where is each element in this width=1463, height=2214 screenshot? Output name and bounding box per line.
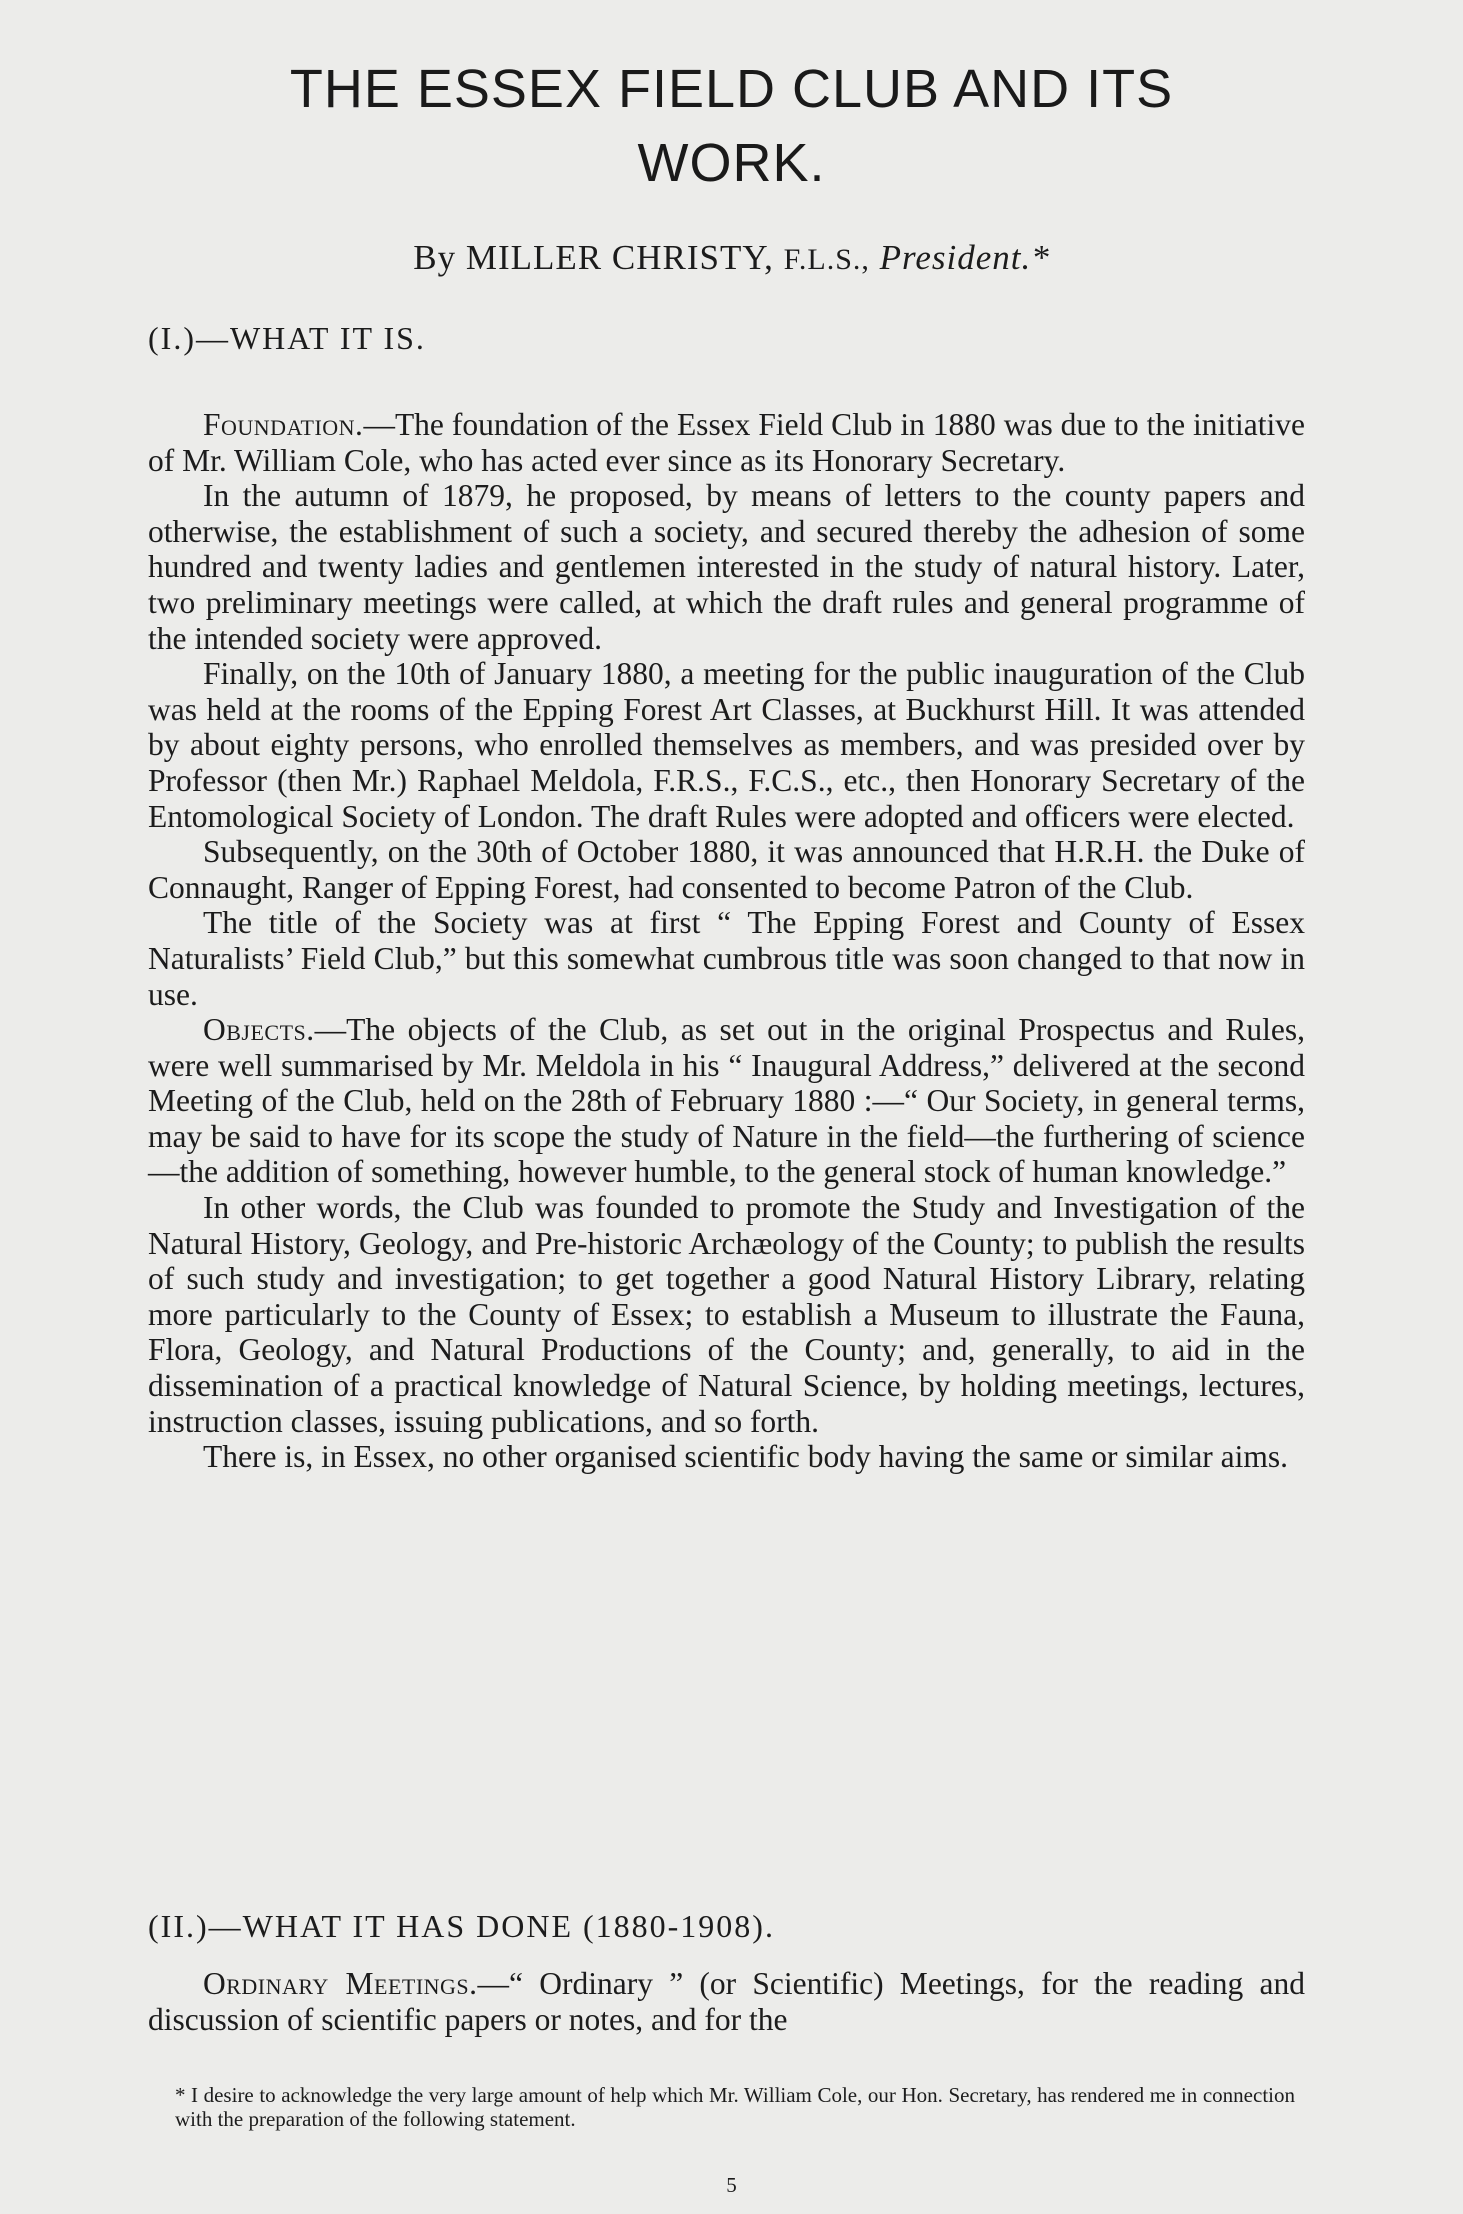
- byline-prefix: By: [413, 238, 457, 277]
- paragraph-text: There is, in Essex, no other organised scientific body having the same or similar aims.: [203, 1439, 1289, 1475]
- paragraph-text: Subsequently, on the 30th of October 1880, it was announced that H.R.H. the Duke of Connaught, Ranger of Epping Forest, had consented to become Patron of the Club.: [148, 834, 1305, 905]
- section-2-body: [148, 1966, 1305, 2037]
- paragraph-objects: [148, 1012, 1305, 1190]
- author-role: President.*: [879, 238, 1050, 277]
- paragraph-ordinary-meetings: [148, 1966, 1305, 2037]
- paragraph-text: In the autumn of 1879, he proposed, by means of letters to the county papers and otherwise, the establishment of such a society, and secured thereby the adhesion of some hundred and twenty ladies and gentlemen interested in the study of natural history. Later, two preliminary meetings were called, at which the draft rules and general programme of the intended society were approved.: [148, 478, 1305, 656]
- section-1-body: [148, 407, 1305, 1475]
- section-heading-2: (II.)—WHAT IT HAS DONE (1880-1908).: [148, 1908, 775, 1944]
- run-in-heading: Ordinary Meetings.: [203, 1966, 478, 2001]
- run-in-heading: Objects.: [203, 1012, 315, 1048]
- byline: [0, 240, 1463, 275]
- paragraph-text: —The objects of the Club, as set out in the original Prospectus and Rules, were well summarised by Mr. Meldola in his “ Inaugural Address,” delivered at the second Meeting of the Club, held on the 28th of February 1880 :—“ Our Society, in general terms, may be said to have for its scope the study of Nature in the field—the furthering of science—the addition of something, however humble, to the general stock of human knowledge.”: [148, 1012, 1305, 1190]
- paragraph: [148, 1190, 1305, 1439]
- paragraph-text: Finally, on the 10th of January 1880, a meeting for the public inauguration of the Club was held at the rooms of the Epping Forest Art Classes, at Buckhurst Hill. It was attended by about eighty persons, who enrolled themselves as members, and was presided over by Professor (then Mr.) Raphael Meldola, F.R.S., F.C.S., etc., then Honorary Secretary of the Entomological Society of London. The draft Rules were adopted and officers were elected.: [148, 656, 1305, 834]
- paragraph: [148, 1439, 1305, 1475]
- paragraph: [148, 656, 1305, 834]
- paragraph-text: —“ Ordinary ” (or Scientific) Meetings, for the reading and discussion of scientific papers or notes, and for the: [148, 1966, 1305, 2037]
- paragraph: [148, 834, 1305, 905]
- section-heading-1: (I.)—WHAT IT IS.: [148, 320, 426, 356]
- article-title-line-1: THE ESSEX FIELD CLUB AND ITS: [289, 59, 1174, 119]
- paragraph: [148, 478, 1305, 656]
- article-title-line-2: WORK.: [637, 133, 826, 193]
- author-name: MILLER CHRISTY,: [465, 238, 774, 277]
- page-number: 5: [726, 2173, 737, 2197]
- paragraph: [148, 905, 1305, 1012]
- paragraph-text: In other words, the Club was founded to promote the Study and Investigation of the Natural History, Geology, and Pre-historic Archæology of the County; to publish the results of such study and investigation; to get together a good Natural History Library, relating more particularly to the County of Essex; to establish a Museum to illustrate the Fauna, Flora, Geology, and Natural Productions of the County; and, generally, to aid in the dissemination of a practical knowledge of Natural Science, by holding meetings, lectures, instruction classes, issuing publications, and so forth.: [148, 1190, 1305, 1439]
- run-in-heading: Foundation.: [203, 407, 364, 442]
- paragraph-text: The title of the Society was at first “ The Epping Forest and County of Essex Naturalists’ Field Club,” but this somewhat cumbrous title was soon changed to that now in use.: [148, 905, 1305, 1012]
- paragraph-foundation: [148, 407, 1305, 478]
- footnote: * I desire to acknowledge the very large amount of help which Mr. William Cole, our Hon. Secretary, has rendered me in connection with the preparation of the following statement.: [175, 2083, 1295, 2131]
- author-credentials: F.L.S.,: [783, 243, 870, 276]
- paragraph-text: —The foundation of the Essex Field Club in 1880 was due to the initiative of Mr. William Cole, who has acted ever since as its Honorary Secretary.: [148, 407, 1305, 478]
